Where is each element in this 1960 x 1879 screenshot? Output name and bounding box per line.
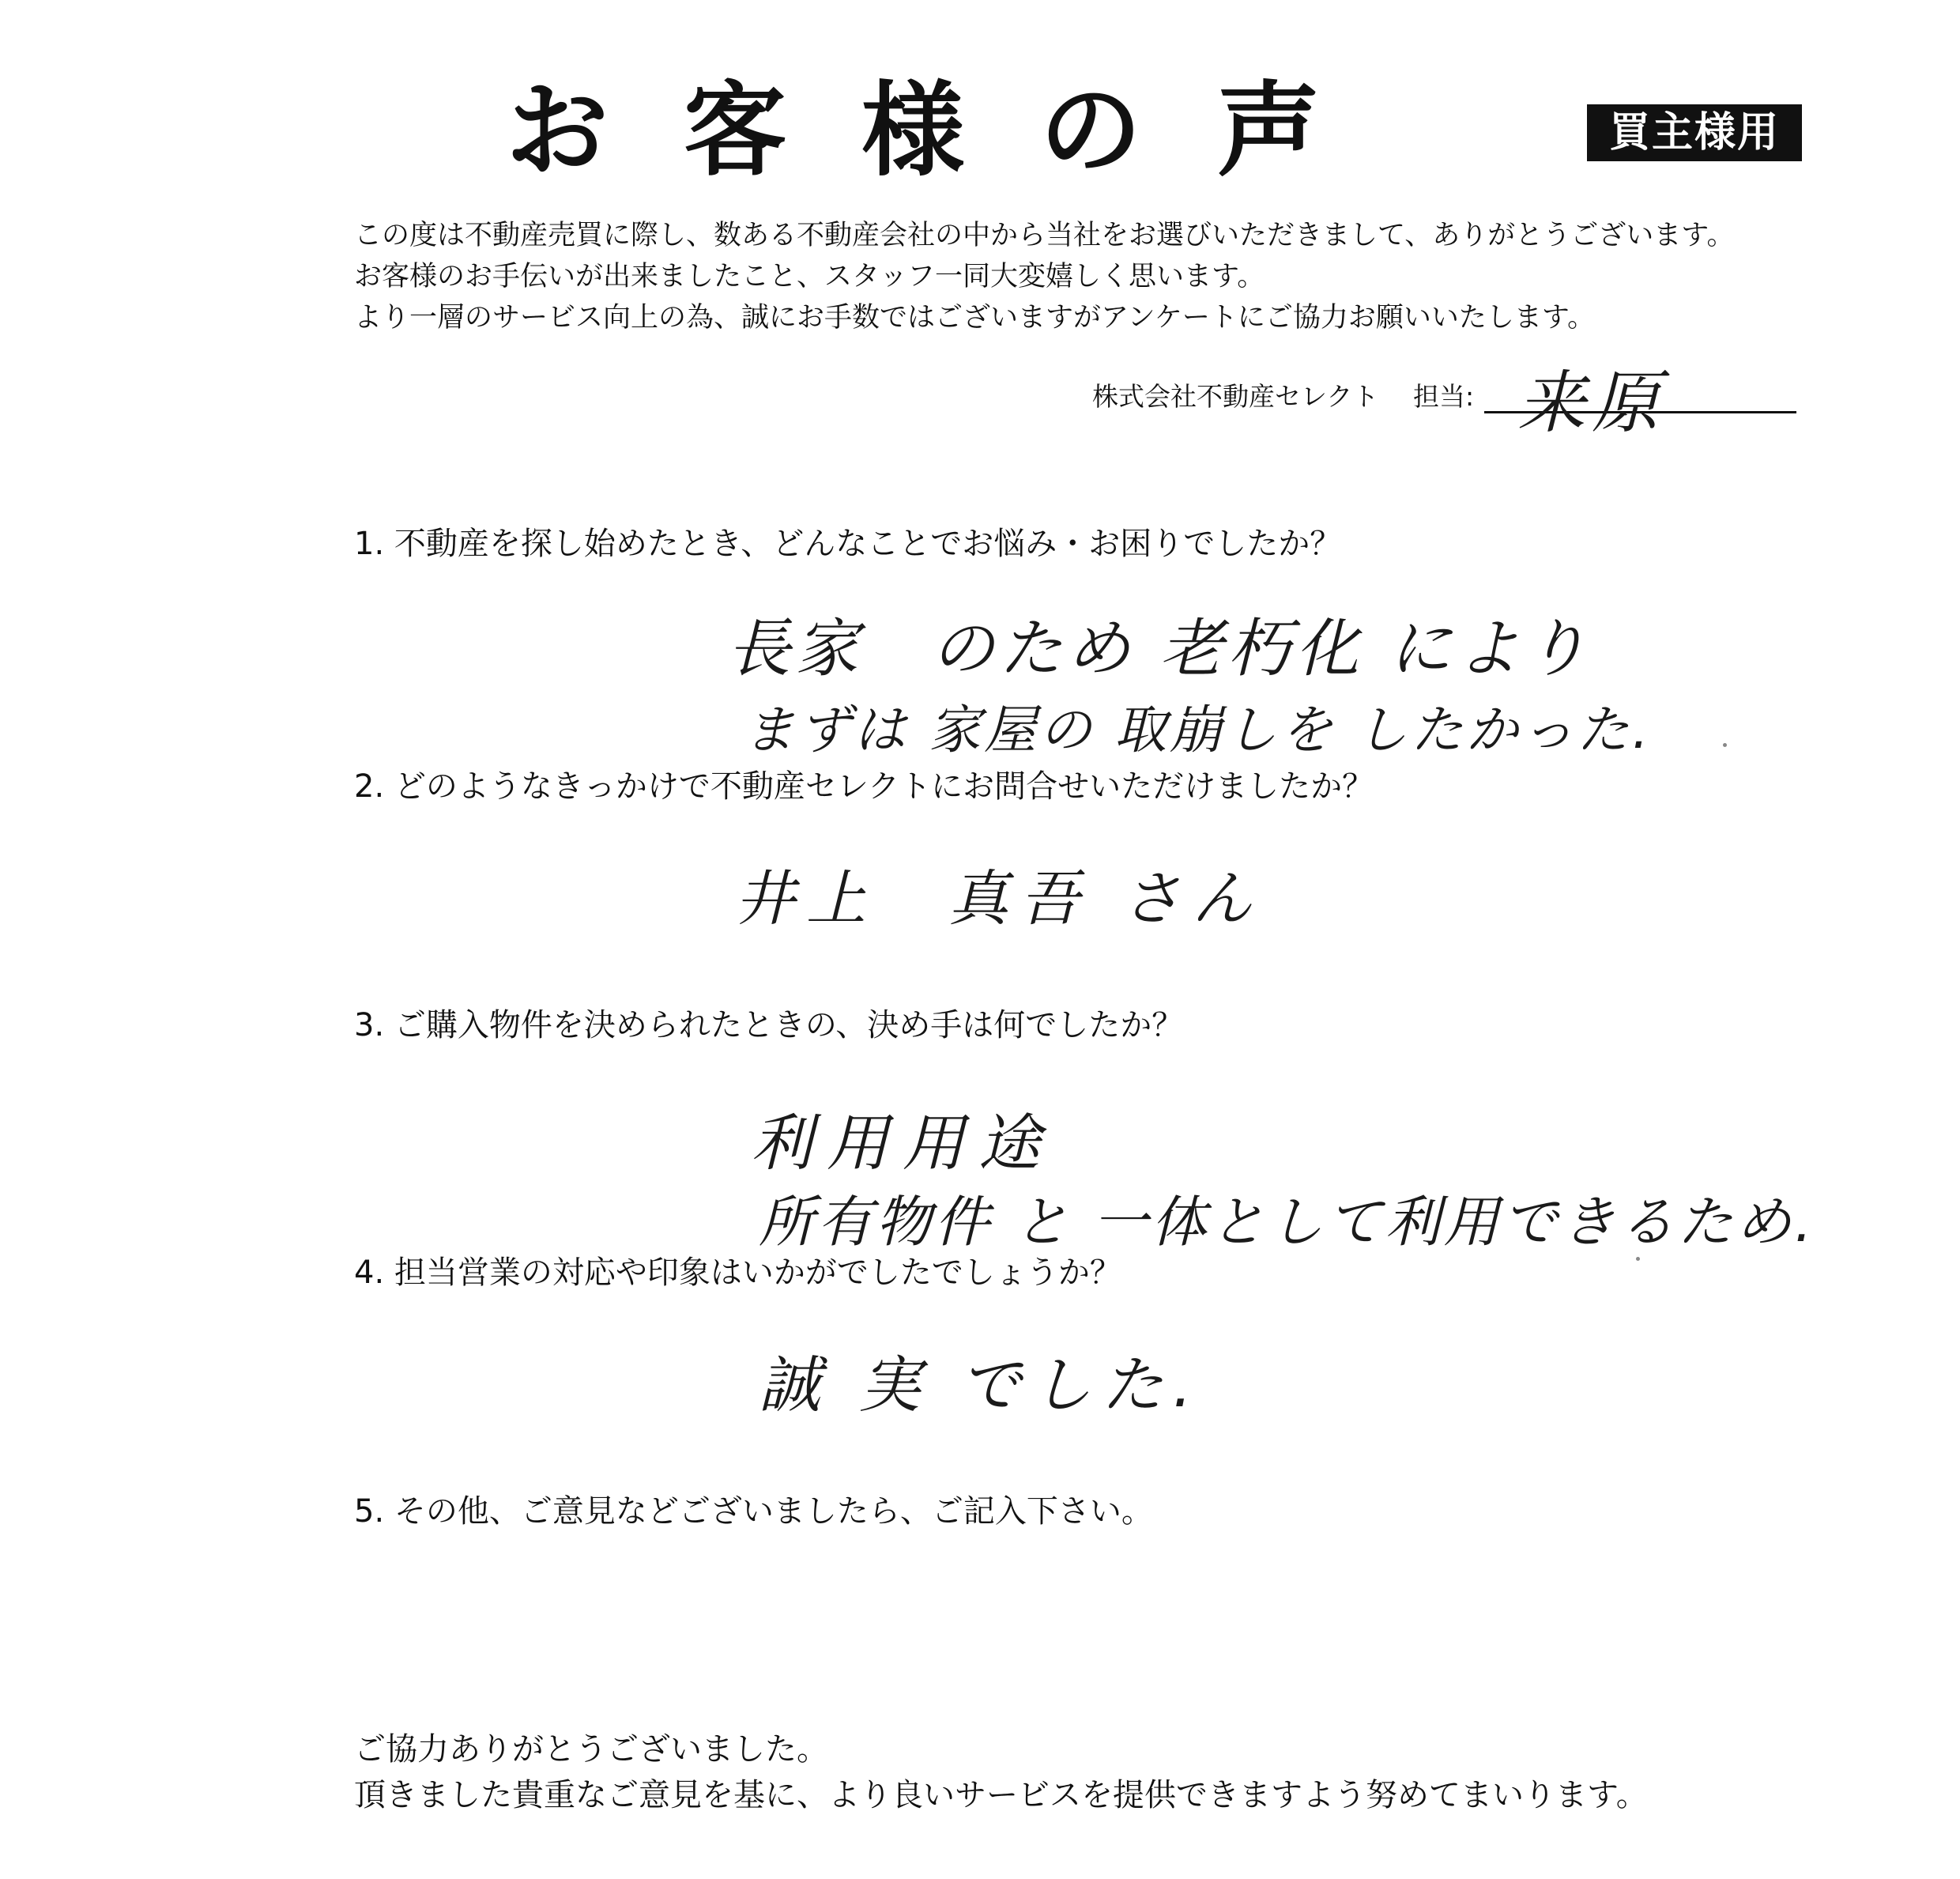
closing-line: 頂きました貴重なご意見を基に、より良いサービスを提供できますよう努めてまいります。 xyxy=(354,1777,1648,1813)
buyer-badge: 買主様用 xyxy=(1587,104,1802,161)
scan-speck xyxy=(1636,1257,1640,1261)
intro-line: この度は不動産売買に際し、数ある不動産会社の中から当社をお選びいただきまして、ありがとうございます。 xyxy=(354,220,1735,251)
scan-speck xyxy=(1723,743,1727,747)
closing-text xyxy=(354,1726,1648,1818)
answer-4: 誠 実 でした. xyxy=(759,1350,1202,1421)
question-4: 4. 担当営業の対応や印象はいかがでしたでしょうか？ xyxy=(354,1255,1121,1291)
answer-1-line-1: 長家 のため 老朽化 により xyxy=(727,612,1592,685)
intro-line: より一層のサービス向上の為、誠にお手数ではございますがアンケートにご協力お願いいたします。 xyxy=(354,302,1596,334)
answer-2: 井上 真吾 さん xyxy=(735,863,1264,934)
question-2: 2. どのようなきっかけで不動産セレクトにお問合せいただけましたか？ xyxy=(354,768,1374,805)
answer-3-line-1: 利用用途 xyxy=(751,1108,1055,1179)
staff-label: 担当: xyxy=(1413,381,1475,412)
closing-line: ご協力ありがとうございました。 xyxy=(354,1731,828,1768)
answer-1-line-2: まずは 家屋の 取崩しを したかった. xyxy=(743,700,1652,760)
page-title: お客様の声 xyxy=(506,70,1396,191)
question-5: 5. その他、ご意見などございましたら、ご記入下さい。 xyxy=(354,1493,1153,1530)
staff-name-handwritten: 来原 xyxy=(1517,364,1666,443)
intro-line: お客様のお手伝いが出来ましたこと、スタッフ一同大変嬉しく思います。 xyxy=(354,261,1265,292)
question-1: 1. 不動産を探し始めたとき、どんなことでお悩み・お困りでしたか？ xyxy=(354,526,1342,562)
question-3: 3. ご購入物件を決められたときの、決め手は何でしたか？ xyxy=(354,1007,1184,1043)
intro-text xyxy=(354,215,1735,338)
company-name: 株式会社不動産セレクト xyxy=(1092,381,1379,412)
answer-3-line-2: 所有物件 と 一体として利用できるため. xyxy=(759,1190,1815,1255)
